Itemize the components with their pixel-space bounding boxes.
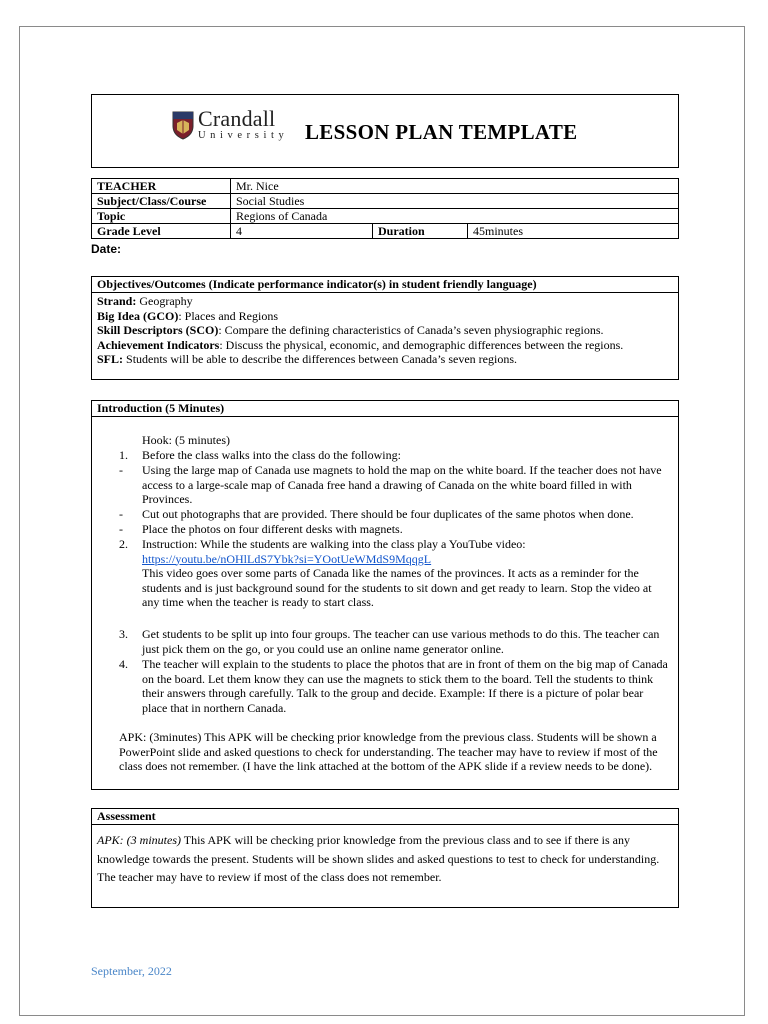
hook-line: Hook: (5 minutes)	[142, 433, 230, 447]
table-row	[92, 179, 679, 194]
gco-value: : Places and Regions	[178, 308, 278, 323]
document-title: LESSON PLAN TEMPLATE	[305, 120, 578, 144]
strand-label: Strand:	[97, 294, 137, 308]
apk-paragraph: APK: (3minutes) This APK will be checking prior knowledge from the previous class. Students will be shown a PowerPoint slide and asked questions to check for understanding. The teacher may have to review if most of the class does not remember. (I have the link attached at the bottom of the APK slide if a review needs to be done).	[119, 730, 658, 774]
sfl-line	[97, 352, 673, 367]
topic-value: Regions of Canada	[231, 209, 679, 224]
duration-label: Duration	[373, 224, 468, 239]
gco-line	[97, 309, 673, 324]
assessment-apk-label: APK: (3 minutes)	[97, 833, 181, 847]
instruction-text: Instruction: While the students are walking into the class play a YouTube video:	[142, 537, 526, 551]
assessment-apk-text: This APK will be checking prior knowledge from the previous class and to see if there is any knowledge towards the present. Students will be shown slides and asked questions to test to check for understanding. The teacher may have to review if most of the class does not remember.	[97, 833, 660, 884]
table-row	[92, 209, 679, 224]
introduction-heading: Introduction (5 Minutes)	[92, 401, 678, 417]
sfl-value: Students will be able to describe the differences between Canada’s seven regions.	[123, 352, 517, 367]
footer-date: September, 2022	[91, 964, 172, 978]
list-item: Before the class walks into the class do the following:	[142, 448, 401, 462]
youtube-link[interactable]: https://youtu.be/nOHlLdS7Ybk?si=YOotUeWMdS9MqqgL	[142, 551, 432, 566]
topic-label: Topic	[92, 209, 231, 224]
list-marker: 4.	[119, 657, 128, 671]
header-box	[91, 94, 679, 168]
assessment-heading: Assessment	[92, 809, 678, 825]
list-marker: 2.	[119, 537, 128, 551]
list-marker: 1.	[119, 448, 128, 462]
achievement-line	[97, 338, 673, 353]
duration-value: 45minutes	[468, 224, 679, 239]
date-label: Date:	[91, 242, 122, 256]
list-item: The teacher will explain to the students to place the photos that are in front of them on the big map of Canada on the board. Let them know they can use the magnets to stick them to the board. Tell the students to think their answers through carefully. Talk to the group and decide. Example: If there is a picture of polar bear place that in northern Canada.	[142, 657, 668, 715]
table-row	[92, 224, 679, 239]
bullet-marker: -	[119, 507, 123, 521]
assessment-section	[91, 808, 679, 908]
grade-label: Grade Level	[92, 224, 231, 239]
grade-value: 4	[231, 224, 373, 239]
list-item: Place the photos on four different desks with magnets.	[142, 522, 403, 536]
sco-label: Skill Descriptors (SCO)	[97, 323, 219, 338]
sfl-label: SFL:	[97, 352, 124, 367]
crandall-logo	[172, 108, 288, 142]
subject-label: Subject/Class/Course	[92, 194, 231, 209]
sco-line	[97, 323, 673, 338]
list-item	[142, 537, 670, 610]
list-marker: 3.	[119, 627, 128, 641]
crest-icon	[172, 110, 194, 140]
achievement-label: Achievement Indicators	[97, 337, 220, 352]
bullet-marker: -	[119, 522, 123, 536]
gco-label: Big Idea (GCO)	[97, 308, 179, 323]
list-item: Using the large map of Canada use magnets to hold the map on the white board. If the teacher does not have access to a large-scale map of Canada free hand a drawing of Canada on the white board filled in with Provinces.	[142, 463, 662, 507]
introduction-section	[91, 400, 679, 790]
logo-subtitle: University	[198, 130, 289, 141]
logo-name: Crandall	[198, 106, 276, 131]
bullet-marker: -	[119, 463, 123, 477]
teacher-label: TEACHER	[92, 179, 231, 194]
subject-value: Social Studies	[231, 194, 679, 209]
table-row	[92, 194, 679, 209]
achievement-value: : Discuss the physical, economic, and demographic differences between the regions.	[219, 337, 624, 352]
teacher-value: Mr. Nice	[231, 179, 679, 194]
instruction-continuation: This video goes over some parts of Canada like the names of the provinces. It acts as a reminder for the students and is just background sound for the students to sit down and get ready to learn. Stop the video at any time when the teacher is ready to start class.	[142, 566, 652, 610]
objectives-section	[91, 276, 679, 380]
strand-value: Geography	[136, 294, 193, 308]
info-table	[91, 178, 679, 239]
objectives-heading: Objectives/Outcomes (Indicate performance indicator(s) in student friendly language)	[92, 277, 678, 293]
assessment-text	[92, 825, 678, 887]
sco-value: : Compare the defining characteristics of Canada’s seven physiographic regions.	[218, 323, 604, 338]
list-item: Get students to be split up into four groups. The teacher can use various methods to do this. The teacher can just pick them on the go, or you could use an online name generator online.	[142, 627, 660, 656]
list-item: Cut out photographs that are provided. There should be four duplicates of the same photos when done.	[142, 507, 634, 521]
strand-line	[97, 294, 673, 309]
